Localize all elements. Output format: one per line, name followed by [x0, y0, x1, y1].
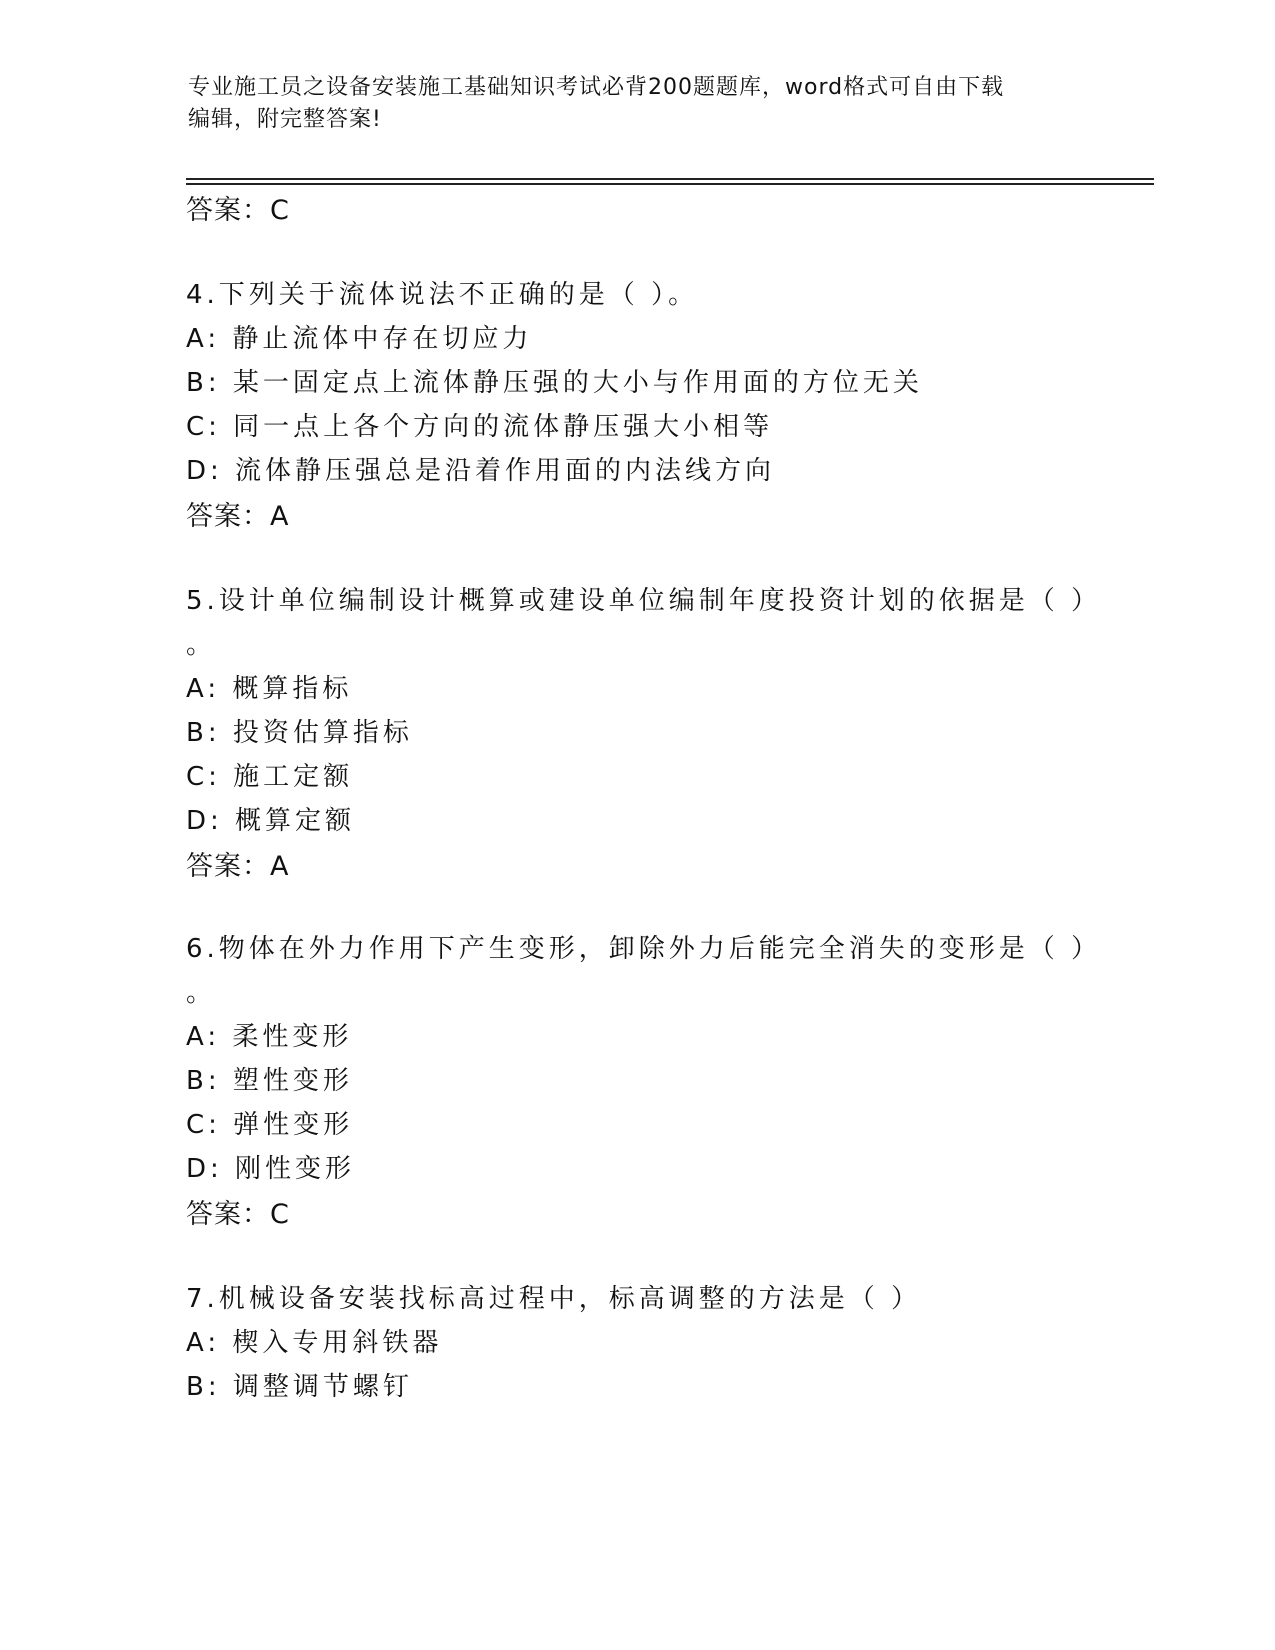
- header-title-line-2: 编辑，附完整答案!: [188, 107, 382, 132]
- question-7-stem: 7.机械设备安装找标高过程中，标高调整的方法是（ ）: [186, 1284, 922, 1314]
- document-header: [188, 72, 1068, 136]
- header-divider-bottom: [186, 183, 1154, 185]
- question-4-stem: 4.下列关于流体说法不正确的是（ ）。: [186, 280, 699, 310]
- question-7-option-a: A: 楔入专用斜铁器: [186, 1328, 443, 1358]
- question-5-option-d: D: 概算定额: [186, 806, 356, 836]
- question-5-option-b: B: 投资估算指标: [186, 718, 413, 748]
- question-6-option-d: D: 刚性变形: [186, 1154, 356, 1184]
- question-5-answer: 答案：A: [186, 851, 290, 882]
- question-4-option-b: B: 某一固定点上流体静压强的大小与作用面的方位无关: [186, 368, 923, 398]
- question-4-option-c: C: 同一点上各个方向的流体静压强大小相等: [186, 412, 774, 442]
- question-5-option-c: C: 施工定额: [186, 762, 354, 792]
- question-7-option-b: B: 调整调节螺钉: [186, 1372, 413, 1402]
- previous-answer: 答案：C: [186, 195, 290, 226]
- header-title-line-1: 专业施工员之设备安装施工基础知识考试必背200题题库，word格式可自由下载: [188, 75, 1005, 100]
- question-6-option-a: A: 柔性变形: [186, 1022, 353, 1052]
- question-4-option-d: D: 流体静压强总是沿着作用面的内法线方向: [186, 456, 776, 486]
- question-6-stem: 6.物体在外力作用下产生变形，卸除外力后能完全消失的变形是（ ）: [186, 934, 1102, 964]
- question-6-option-c: C: 弹性变形: [186, 1110, 354, 1140]
- question-5-stem-continued: 。: [186, 630, 217, 660]
- question-4-option-a: A: 静止流体中存在切应力: [186, 324, 533, 354]
- question-6-option-b: B: 塑性变形: [186, 1066, 353, 1096]
- header-divider-top: [186, 178, 1154, 180]
- question-6-stem-continued: 。: [186, 978, 217, 1008]
- question-5-option-a: A: 概算指标: [186, 674, 353, 704]
- question-4-answer: 答案：A: [186, 501, 290, 532]
- question-6-answer: 答案：C: [186, 1199, 290, 1230]
- question-5-stem: 5.设计单位编制设计概算或建设单位编制年度投资计划的依据是（ ）: [186, 586, 1102, 616]
